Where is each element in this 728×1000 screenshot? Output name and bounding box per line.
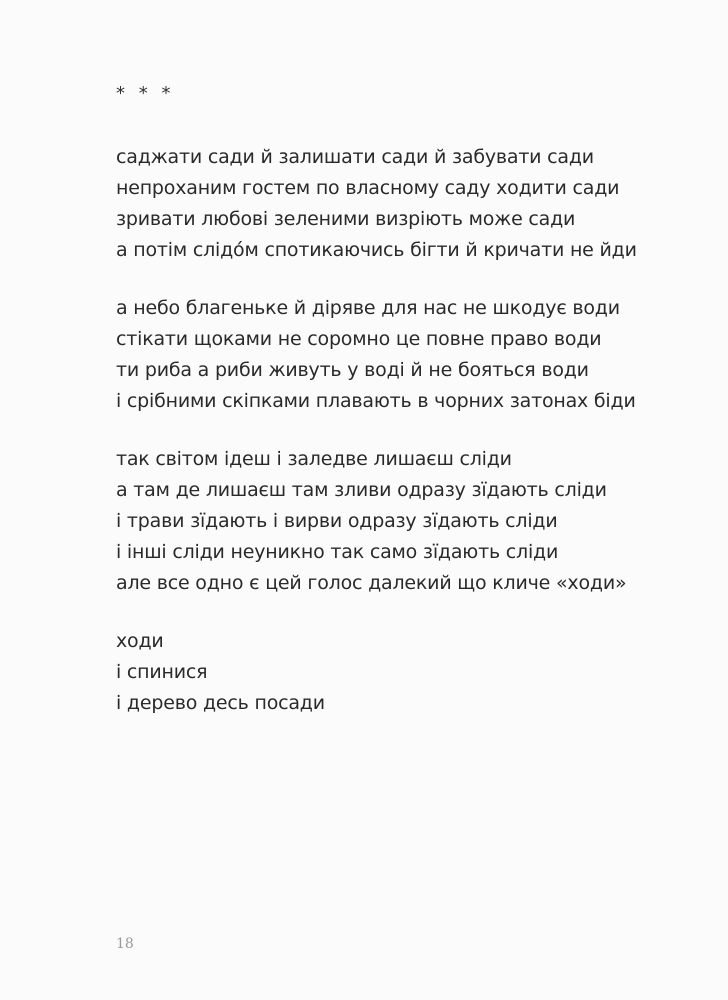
stanza-1 — [116, 142, 676, 266]
poem-line: і дерево десь посади — [116, 692, 325, 714]
section-ornament: * * * — [116, 83, 175, 104]
poem-line: але все одно є цей голос далекий що кличе «ходи» — [116, 572, 627, 594]
poem — [116, 82, 676, 746]
stanza-2 — [116, 293, 676, 417]
poem-line: так світом ідеш і заледве лишаєш сліди — [116, 448, 512, 470]
poem-line: і інші сліди неуникно так само зїдають сліди — [116, 541, 559, 563]
poem-line: ти риба а риби живуть у воді й не бояться води — [116, 359, 589, 381]
poem-line: і спинися — [116, 661, 208, 683]
poem-line: і трави зїдають і вирви одразу зїдають сліди — [116, 510, 558, 532]
stanza-4 — [116, 626, 676, 719]
page-number: 18 — [116, 936, 134, 952]
poem-line: а там де лишаєш там зливи одразу зїдають сліди — [116, 479, 607, 501]
poem-line: зривати любові зеленими визріють може сади — [116, 208, 576, 230]
poem-line: і срібними скіпками плавають в чорних затонах біди — [116, 390, 636, 412]
poem-line: ходи — [116, 630, 164, 652]
poem-line: непроханим гостем по власному саду ходити сади — [116, 177, 620, 199]
poem-line: саджати сади й залишати сади й забувати сади — [116, 146, 594, 168]
stanza-3 — [116, 444, 676, 599]
poem-line: а потім слідо́м спотикаючись бігти й кричати не йди — [116, 239, 637, 261]
poem-line: стікати щоками не соромно це повне право води — [116, 328, 602, 350]
poem-line: а небо благеньке й діряве для нас не шкодує води — [116, 297, 620, 319]
